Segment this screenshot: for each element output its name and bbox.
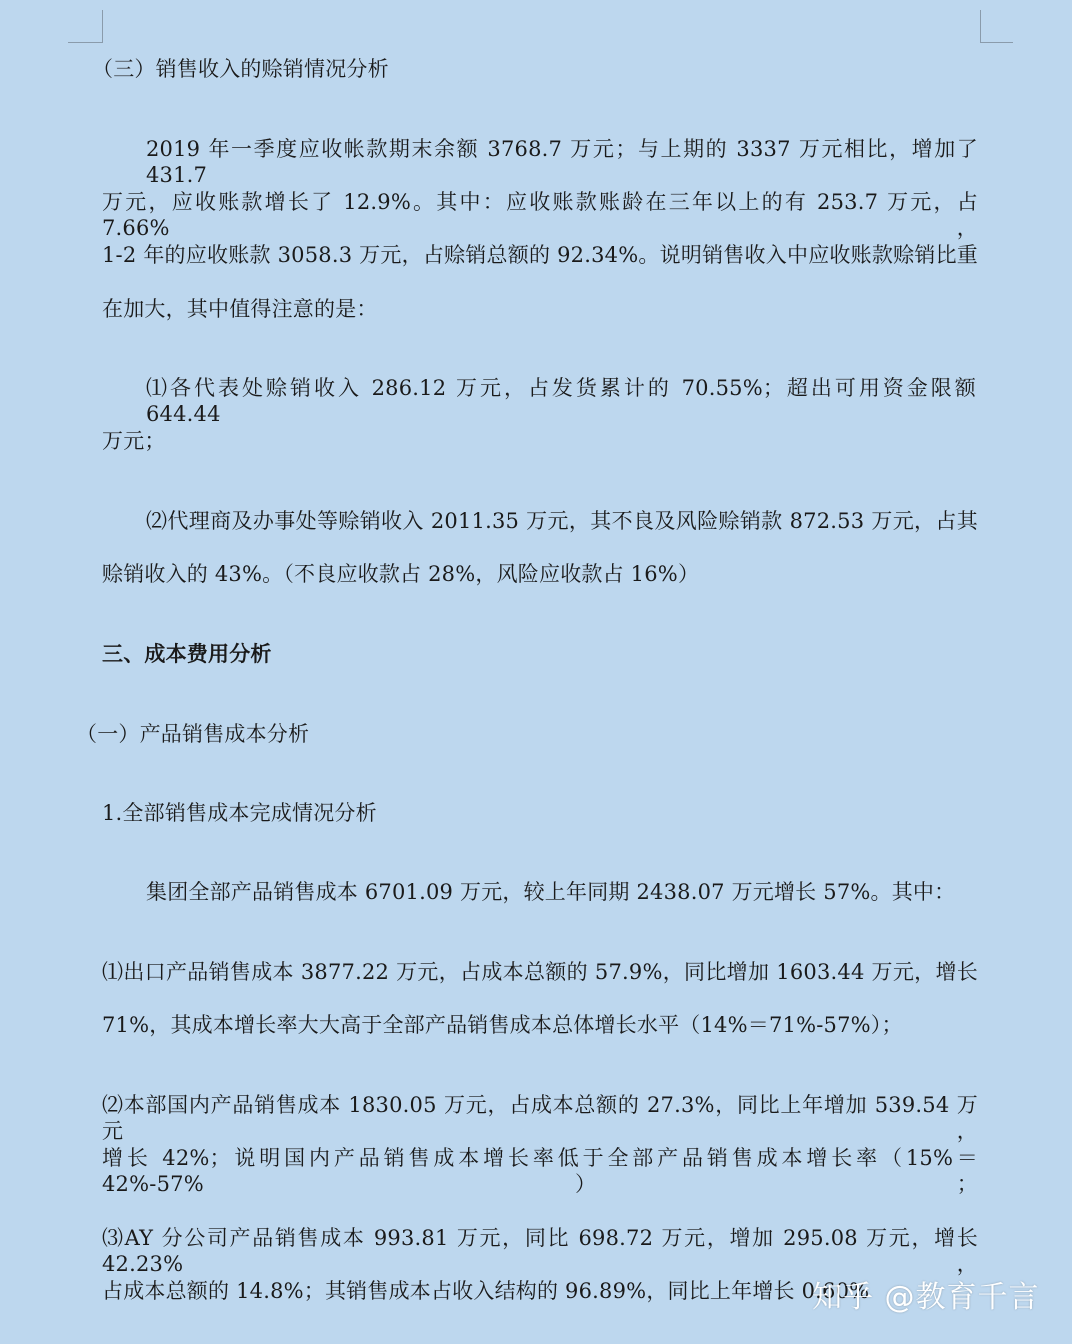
list-item-line: 万元； xyxy=(102,429,166,453)
list-item-line: 增长 42%；说明国内产品销售成本增长率低于全部产品销售成本增长率（15%＝42%-57%）； xyxy=(102,1146,978,1196)
list-item-line: ⑶AY 分公司产品销售成本 993.81 万元，同比 698.72 万元，增加 295.08 万元，增长 42.23%， xyxy=(102,1226,978,1276)
paragraph-line: 2019 年一季度应收帐款期末余额 3768.7 万元；与上期的 3337 万元相比，增加了 431.7 xyxy=(146,137,978,187)
section-heading-credit-sales: （三）销售收入的赊销情况分析 xyxy=(92,57,389,81)
zhihu-watermark: 知乎 @教育千言 xyxy=(812,1280,1040,1315)
list-item-line: ⑵本部国内产品销售成本 1830.05 万元，占成本总额的 27.3%，同比上年增加 539.54 万元， xyxy=(102,1093,978,1143)
paragraph-line: 集团全部产品销售成本 6701.09 万元，较上年同期 2438.07 万元增长 57%。其中： xyxy=(146,880,956,904)
list-item-line: ⑴各代表处赊销收入 286.12 万元，占发货累计的 70.55%；超出可用资金限额 644.44 xyxy=(146,376,976,426)
list-item-line: ⑵代理商及办事处等赊销收入 2011.35 万元，其不良及风险赊销款 872.53 万元，占其 xyxy=(146,509,978,533)
list-item-line: 占成本总额的 14.8%；其销售成本占收入结构的 96.89%，同比上年增长 0.60% xyxy=(102,1279,870,1303)
list-item-line: 赊销收入的 43%。（不良应收款占 28%，风险应收款占 16%） xyxy=(102,562,700,586)
list-item-line: ⑴出口产品销售成本 3877.22 万元，占成本总额的 57.9%，同比增加 1603.44 万元，增长 xyxy=(102,960,978,984)
paragraph-line: 1-2 年的应收账款 3058.3 万元，占赊销总额的 92.34%。说明销售收入中应收账款赊销比重 xyxy=(102,243,978,267)
list-item-line: 71%，其成本增长率大大高于全部产品销售成本总体增长水平（14%＝71%-57%）； xyxy=(102,1013,903,1037)
paragraph-line: 万元，应收账款增长了 12.9%。其中：应收账款账龄在三年以上的有 253.7 万元，占 7.66%， xyxy=(102,190,978,240)
section-heading-product-cost: （一）产品销售成本分析 xyxy=(76,722,310,746)
chapter-heading-cost-analysis: 三、成本费用分析 xyxy=(102,641,272,666)
paragraph-line: 在加大，其中值得注意的是： xyxy=(102,297,378,321)
crop-mark-top-right xyxy=(980,10,1013,43)
crop-mark-top-left xyxy=(68,10,103,43)
subsection-heading-total-cost: 1.全部销售成本完成情况分析 xyxy=(102,801,377,825)
